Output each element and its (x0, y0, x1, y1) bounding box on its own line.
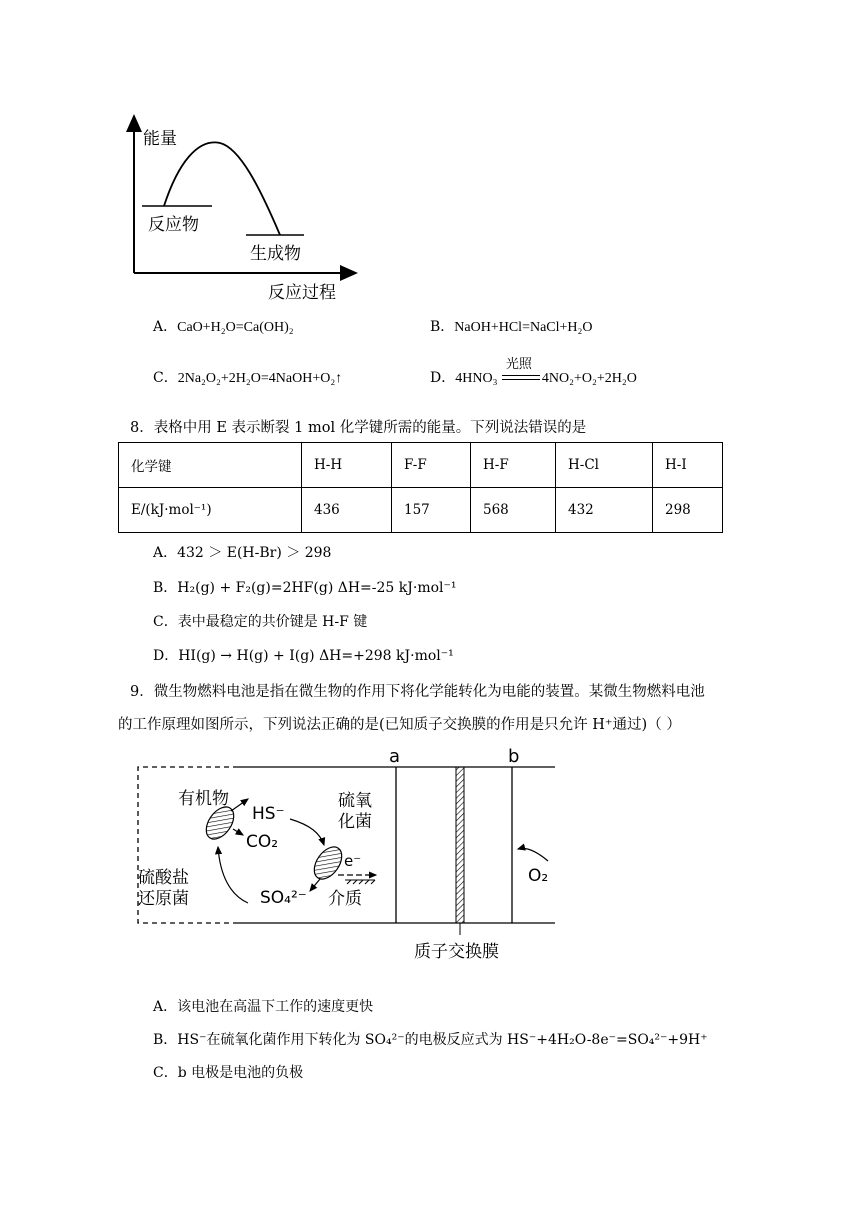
sulfur-oxidizing-label-2: 化菌 (338, 812, 372, 832)
q9-stem-line2: 的工作原理如图所示，下列说法正确的是(已知质子交换膜的作用是只允许 H⁺通过)（ ） (118, 717, 681, 733)
proton-exchange-membrane (456, 767, 464, 923)
sulfate-reducing-label-1: 硫酸盐 (138, 868, 189, 888)
q8-option-a[interactable]: A．432 ＞ E(H-Br) ＞ 298 (153, 545, 332, 561)
table-cell: 157 (392, 488, 471, 533)
q8-stem: 8．表格中用 E 表示断裂 1 mol 化学键所需的能量。下列说法错误的是 (130, 420, 587, 436)
table-cell: H-H (302, 443, 392, 488)
table-cell: 298 (653, 488, 723, 533)
sulfur-oxidizing-label-1: 硫氧 (338, 791, 372, 811)
table-cell: 436 (302, 488, 392, 533)
q9-option-a[interactable]: A．该电池在高温下工作的速度更快 (153, 999, 374, 1015)
q8-option-b[interactable]: B．H₂(g) + F₂(g)=2HF(g) ΔH=-25 kJ·mol⁻¹ (153, 580, 457, 596)
electron-label: e⁻ (344, 852, 362, 870)
sulfate-ion-label: SO₄²⁻ (260, 888, 307, 908)
q7-option-d[interactable]: D．4HNO₃ 光照 4NO₂+O₂+2H₂O (430, 367, 637, 387)
reaction-condition: 光照 (505, 357, 532, 372)
energy-axis-label: 能量 (143, 129, 177, 149)
sulfate-reducing-label-2: 还原菌 (138, 889, 189, 909)
membrane-label: 质子交换膜 (414, 942, 499, 962)
table-row (119, 488, 723, 533)
table-row (119, 443, 723, 488)
table-cell: 432 (556, 488, 653, 533)
bond-energy-table (118, 442, 723, 533)
electrode-a-label: a (389, 746, 401, 767)
equal-sign-long (502, 375, 540, 376)
medium-label: 介质 (328, 889, 362, 909)
sulfur-oxidizing-bacteria (309, 842, 348, 884)
table-cell: H-Cl (556, 443, 653, 488)
co2-label: CO₂ (246, 832, 279, 852)
table-cell: H-F (471, 443, 556, 488)
q9-option-c[interactable]: C．b 电极是电池的负极 (153, 1065, 304, 1081)
process-axis-label: 反应过程 (268, 283, 336, 303)
electrode-b-label: b (508, 746, 520, 767)
q7-option-b[interactable]: B．NaOH+HCl=NaCl+H₂O (430, 319, 593, 335)
table-header-energy: E/(kJ·mol⁻¹) (119, 488, 302, 533)
table-cell: F-F (392, 443, 471, 488)
q8-option-c[interactable]: C．表中最稳定的共价键是 H-F 键 (153, 614, 368, 630)
organic-matter-label: 有机物 (178, 789, 229, 809)
q8-option-d[interactable]: D．HI(g) → H(g) + I(g) ΔH=+298 kJ·mol⁻¹ (153, 648, 454, 664)
q7-option-c[interactable]: C．2Na₂O₂+2H₂O=4NaOH+O₂↑ (153, 370, 343, 386)
oxygen-label: O₂ (528, 866, 549, 886)
table-cell: H-I (653, 443, 723, 488)
q9-option-b[interactable]: B．HS⁻在硫氧化菌作用下转化为 SO₄²⁻的电极反应式为 HS⁻+4H₂O-8e⁻=SO₄²⁻+9H⁺ (153, 1032, 708, 1048)
hs-ion-label: HS⁻ (252, 804, 285, 824)
product-label: 生成物 (250, 244, 301, 264)
reactant-label: 反应物 (148, 215, 199, 235)
q7-option-a[interactable]: A．CaO+H₂O=Ca(OH)₂ (153, 319, 294, 335)
q9-stem-line1: 9．微生物燃料电池是指在微生物的作用下将化学能转化为电能的装置。某微生物燃料电池 (130, 684, 705, 700)
table-cell: 568 (471, 488, 556, 533)
table-header-bond: 化学键 (119, 443, 302, 488)
